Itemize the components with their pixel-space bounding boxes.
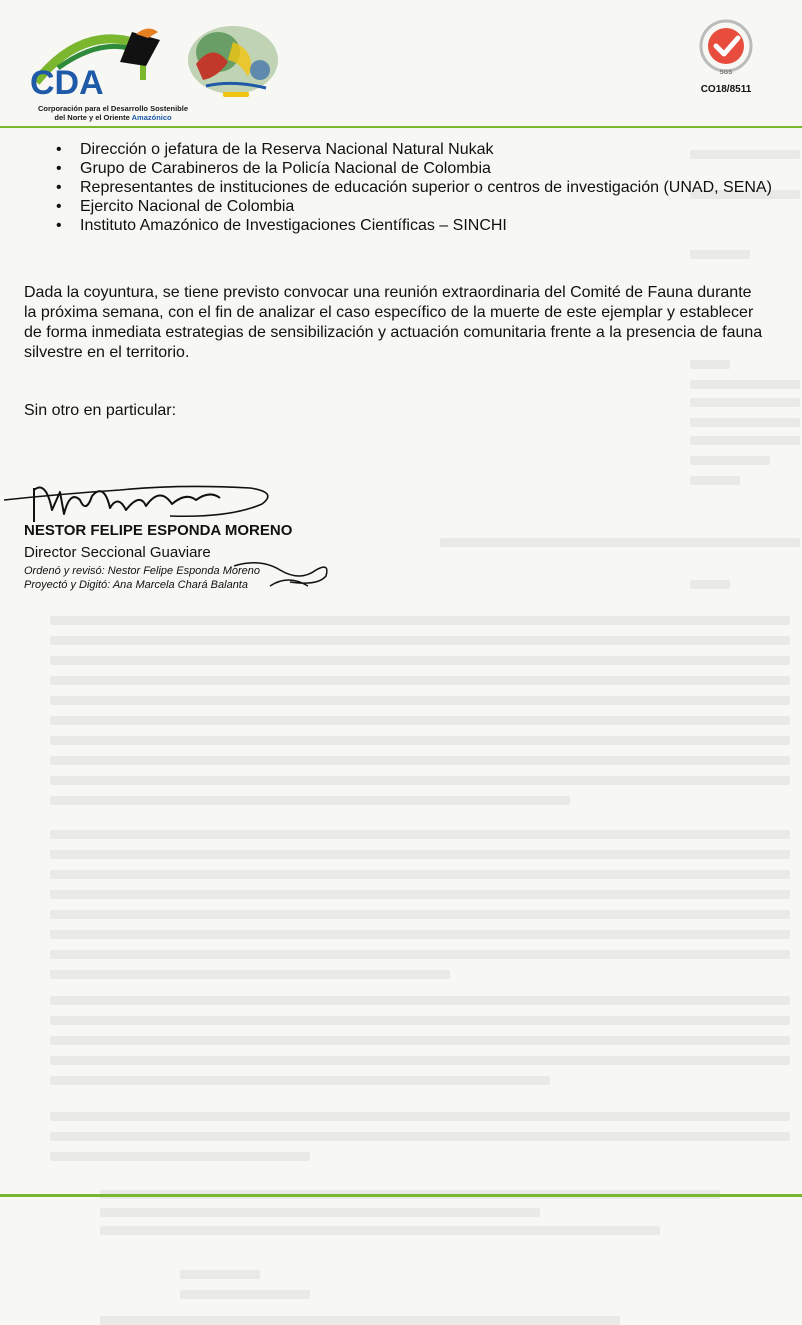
org-name [28, 104, 198, 122]
ghost-line [50, 1076, 550, 1085]
ghost-line [50, 1152, 310, 1161]
drafted-by: Proyectó y Digitó: Ana Marcela Chará Balanta [24, 579, 248, 591]
cda-logo [28, 22, 278, 122]
ghost-line [50, 950, 790, 959]
org-name-line1: Corporación para el Desarrollo Sostenible [37, 104, 189, 113]
participants-list [52, 140, 772, 235]
ghost-line [690, 250, 750, 259]
ghost-line [690, 418, 800, 427]
ghost-line [50, 1132, 790, 1141]
ghost-line [50, 1056, 790, 1065]
reviewed-by: Ordenó y revisó: Nestor Felipe Esponda Moreno [24, 565, 261, 577]
ghost-line [50, 796, 570, 805]
sgs-certification-seal [680, 18, 772, 100]
ghost-line [180, 1270, 260, 1279]
ghost-line [50, 890, 790, 899]
ghost-line [50, 1016, 790, 1025]
ghost-line [690, 436, 800, 445]
ghost-line [690, 476, 740, 485]
body-paragraph: Dada la coyuntura, se tiene previsto convocar una reunión extraordinaria del Comité de Fauna durante la próxima semana, con el fin de analizar el caso específico de la muerte de este ejemplar y establecer de forma inmediata estrategias de sensibilización y actuación comunitaria frente a la presencia de fauna silvestre en el territorio. [24, 284, 763, 361]
cert-code: CO18/8511 [700, 84, 752, 95]
ghost-line [50, 970, 450, 979]
ghost-line [690, 380, 800, 389]
ghost-line [50, 756, 790, 765]
org-name-accent: Amazónico [131, 113, 172, 122]
ghost-line [440, 538, 800, 547]
ghost-line [50, 930, 790, 939]
ghost-line [180, 1290, 310, 1299]
list-item: • Instituto Amazónico de Investigaciones Científicas – SINCHI [56, 217, 507, 234]
footer-divider [0, 1194, 802, 1197]
ghost-line [690, 456, 770, 465]
cert-sgs-label: SGS [719, 70, 733, 76]
ghost-line [100, 1316, 620, 1325]
org-name-line2: del Norte y el Oriente Amazónico [54, 113, 172, 122]
ghost-line [50, 1112, 790, 1121]
ghost-line [50, 676, 790, 685]
ghost-line [50, 656, 790, 665]
signer-name: NESTOR FELIPE ESPONDA MORENO [24, 522, 293, 539]
ghost-line [690, 580, 730, 589]
review-credits [24, 564, 260, 592]
ghost-line [50, 776, 790, 785]
ghost-line [50, 910, 790, 919]
svg-text:CDA: CDA [30, 64, 104, 100]
ghost-line [50, 716, 790, 725]
ghost-line [100, 1226, 660, 1235]
ghost-line [50, 850, 790, 859]
ghost-line [50, 736, 790, 745]
ghost-line [50, 830, 790, 839]
ghost-line [50, 1036, 790, 1045]
list-item: • Representantes de instituciones de educación superior o centros de investigación (UNAD, SENA) [56, 179, 772, 196]
ghost-line [50, 996, 790, 1005]
ghost-line [100, 1208, 540, 1217]
ghost-line [50, 696, 790, 705]
ghost-line [50, 636, 790, 645]
signer-role: Director Seccional Guaviare [24, 544, 211, 561]
ghost-line [50, 616, 790, 625]
closing-line: Sin otro en particular: [24, 402, 177, 419]
cda-logo-art [28, 22, 278, 100]
list-item: • Dirección o jefatura de la Reserva Nacional Natural Nukak [56, 141, 494, 158]
ghost-line [690, 398, 800, 407]
list-item: • Ejercito Nacional de Colombia [56, 198, 295, 215]
header-divider [0, 126, 802, 128]
list-item: • Grupo de Carabineros de la Policía Nacional de Colombia [56, 160, 491, 177]
ghost-line [50, 870, 790, 879]
initials-scribble [230, 552, 340, 592]
